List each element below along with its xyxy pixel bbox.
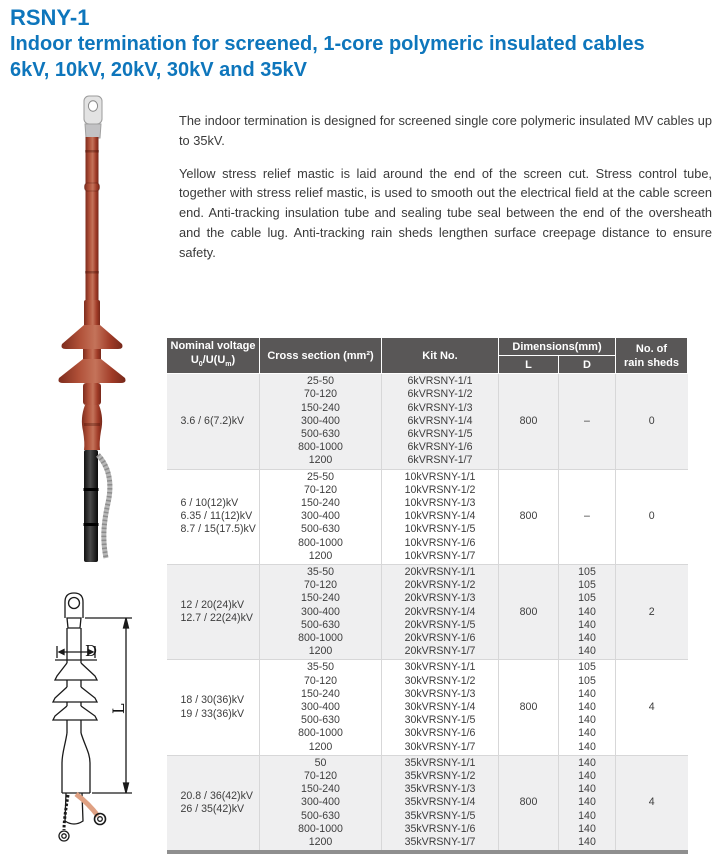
- product-code: RSNY-1: [10, 5, 90, 30]
- kit-no-cell: 35kVRSNY-1/1 35kVRSNY-1/2 35kVRSNY-1/3 35kVRSNY-1/4 35kVRSNY-1/5 35kVRSNY-1/6 35kVRSNY-1/7: [382, 755, 499, 852]
- dim-d-cell: 140 140 140 140 140 140 140: [559, 755, 616, 852]
- spec-table: [166, 337, 688, 854]
- dim-l-cell: 800: [499, 374, 559, 469]
- voltage-cell: 12 / 20(24)kV 12.7 / 22(24)kV: [167, 565, 260, 660]
- spec-table-header: [167, 338, 688, 374]
- dim-d-cell: 105 105 140 140 140 140 140: [559, 660, 616, 755]
- kit-no-cell: 20kVRSNY-1/1 20kVRSNY-1/2 20kVRSNY-1/3 20kVRSNY-1/4 20kVRSNY-1/5 20kVRSNY-1/6 20kVRSNY-1/7: [382, 565, 499, 660]
- voltage-cell: 6 / 10(12)kV 6.35 / 11(12)kV 8.7 / 15(17.5)kV: [167, 469, 260, 564]
- product-photo: [42, 93, 142, 568]
- title-block: [10, 4, 645, 83]
- col-header-rain-sheds: No. of rain sheds: [616, 338, 688, 374]
- voltage-group-row: [167, 374, 688, 469]
- page-title-line2: 6kV, 10kV, 20kV, 30kV and 35kV: [10, 59, 307, 81]
- intro-text: [179, 111, 712, 276]
- kit-no-cell: 30kVRSNY-1/1 30kVRSNY-1/2 30kVRSNY-1/3 30kVRSNY-1/4 30kVRSNY-1/5 30kVRSNY-1/6 30kVRSNY-1/7: [382, 660, 499, 755]
- col-header-l: L: [499, 356, 559, 374]
- rain-sheds-cell: 0: [616, 374, 688, 469]
- rain-sheds-cell: 4: [616, 660, 688, 755]
- rain-sheds-cell: 4: [616, 755, 688, 852]
- diagram-d-label: D: [85, 642, 98, 660]
- intro-paragraph-2: Yellow stress relief mastic is laid around the end of the screen cut. Stress control tube, together with stress relief mastic, is used to smooth out the electrical field at the cable screen end. Anti-tracking insulation tube and sealing tube seal between the end of the oversheath and the cable lug. Anti-tracking rain sheds lengthen surface creepage distance to ensure safety.: [179, 165, 712, 260]
- dim-l-cell: 800: [499, 755, 559, 852]
- page-title-line1: Indoor termination for screened, 1-core polymeric insulated cables: [10, 33, 645, 55]
- col-header-kit-no: Kit No.: [382, 338, 499, 374]
- dim-l-cell: 800: [499, 660, 559, 755]
- spec-table-body: [167, 374, 688, 853]
- cross-section-cell: 35-50 70-120 150-240 300-400 500-630 800-1000 1200: [260, 565, 382, 660]
- kit-no-cell: 6kVRSNY-1/1 6kVRSNY-1/2 6kVRSNY-1/3 6kVRSNY-1/4 6kVRSNY-1/5 6kVRSNY-1/6 6kVRSNY-1/7: [382, 374, 499, 469]
- dim-d-cell: 105 105 105 140 140 140 140: [559, 565, 616, 660]
- col-header-d: D: [559, 356, 616, 374]
- dim-l-cell: 800: [499, 469, 559, 564]
- intro-paragraph-1: The indoor termination is designed for screened single core polymeric insulated MV cables up to 35kV.: [179, 113, 712, 148]
- dim-d-cell: –: [559, 469, 616, 564]
- diagram-l-label: L: [109, 703, 128, 714]
- col-header-nominal-voltage: Nominal voltage $U_0/U(U_m)$: [167, 338, 260, 374]
- cross-section-cell: 35-50 70-120 150-240 300-400 500-630 800-1000 1200: [260, 660, 382, 755]
- voltage-group-row: [167, 469, 688, 564]
- cross-section-cell: 50 70-120 150-240 300-400 500-630 800-1000 1200: [260, 755, 382, 852]
- col-header-cross-section: Cross section (mm²): [260, 338, 382, 374]
- voltage-cell: 18 / 30(36)kV 19 / 33(36)kV: [167, 660, 260, 755]
- rain-sheds-cell: 0: [616, 469, 688, 564]
- kit-no-cell: 10kVRSNY-1/1 10kVRSNY-1/2 10kVRSNY-1/3 10kVRSNY-1/4 10kVRSNY-1/5 10kVRSNY-1/6 10kVRSNY-1/7: [382, 469, 499, 564]
- dim-d-cell: –: [559, 374, 616, 469]
- voltage-group-row: [167, 565, 688, 660]
- col-header-dimensions: Dimensions(mm): [499, 338, 616, 356]
- cross-section-cell: 25-50 70-120 150-240 300-400 500-630 800-1000 1200: [260, 374, 382, 469]
- rain-sheds-cell: 2: [616, 565, 688, 660]
- voltage-group-row: [167, 660, 688, 755]
- cross-section-cell: 25-50 70-120 150-240 300-400 500-630 800-1000 1200: [260, 469, 382, 564]
- dimension-diagram: [10, 588, 165, 852]
- voltage-cell: 3.6 / 6(7.2)kV: [180, 414, 245, 427]
- voltage-cell: 20.8 / 36(42)kV 26 / 35(42)kV: [167, 755, 260, 852]
- dim-l-cell: 800: [499, 565, 559, 660]
- voltage-group-row: [167, 755, 688, 852]
